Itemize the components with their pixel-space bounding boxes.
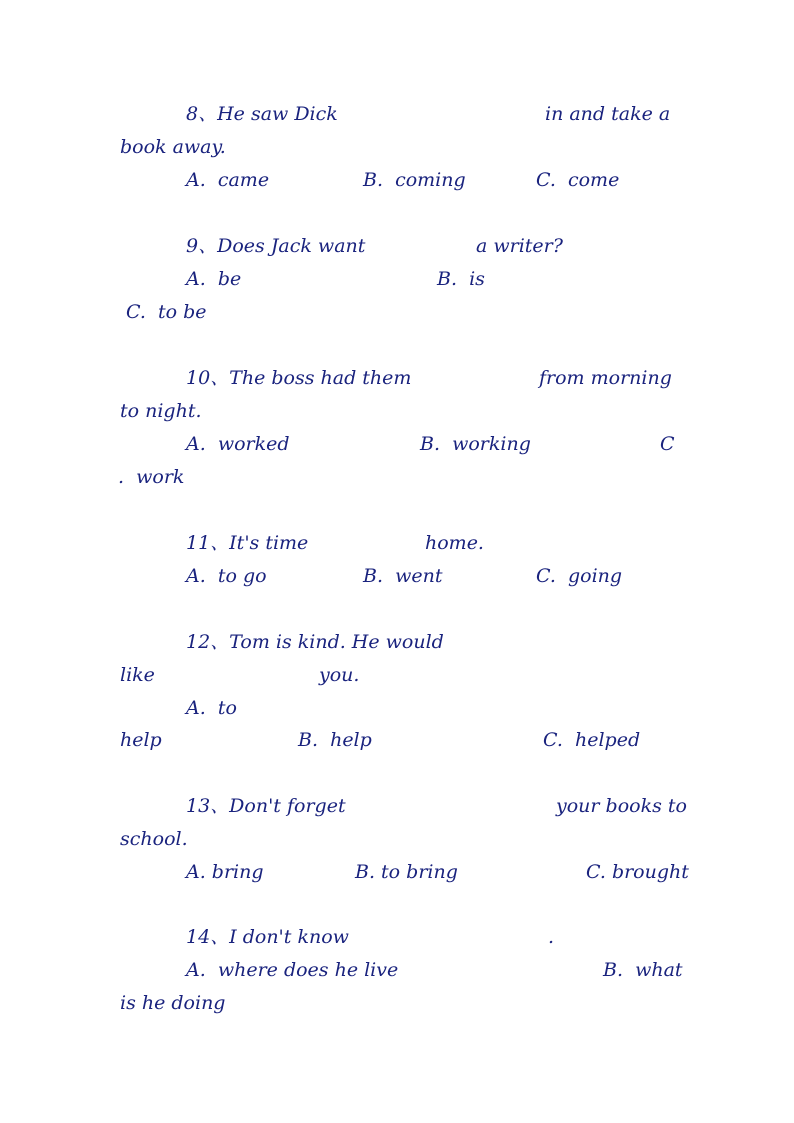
q12-stem-wrap-b: you. (319, 664, 360, 686)
q11-stem-end: home. (425, 532, 484, 554)
q12-stem: 12、Tom is kind. He would (186, 631, 444, 653)
q9-option-a[interactable]: A. be (186, 268, 242, 290)
q12-option-a-label[interactable]: A. to (186, 697, 237, 719)
q14-stem: 14、I don't know (186, 926, 349, 948)
q10-option-c-letter[interactable]: C (660, 433, 675, 455)
q9-stem-end: a writer? (476, 235, 563, 257)
q14-option-b-wrap[interactable]: is he doing (120, 992, 226, 1014)
q9-option-b[interactable]: B. is (437, 268, 485, 290)
q8-option-a[interactable]: A. came (186, 169, 270, 191)
q10-stem-wrap: to night. (120, 400, 202, 422)
q13-stem-end: your books to (556, 795, 687, 817)
q14-option-b-label[interactable]: B. what (603, 959, 683, 981)
q8-option-b[interactable]: B. coming (363, 169, 466, 191)
q14-stem-end: . (548, 926, 555, 948)
q11-option-a[interactable]: A. to go (186, 565, 267, 587)
q13-option-c[interactable]: C. brought (586, 861, 689, 883)
q13-stem-wrap: school. (120, 828, 188, 850)
q11-option-c[interactable]: C. going (536, 565, 623, 587)
q14-option-a[interactable]: A. where does he live (186, 959, 399, 981)
q10-stem-end: from morning (539, 367, 672, 389)
q12-option-a-wrap[interactable]: help (120, 729, 162, 751)
q8-stem: 8、He saw Dick (186, 103, 338, 125)
q12-option-b[interactable]: B. help (298, 729, 372, 751)
q10-option-a[interactable]: A. worked (186, 433, 290, 455)
q10-option-b[interactable]: B. working (420, 433, 531, 455)
q12-option-c[interactable]: C. helped (543, 729, 641, 751)
q9-option-c[interactable]: C. to be (126, 301, 207, 323)
q8-stem-end: in and take a (545, 103, 671, 125)
q13-stem: 13、Don't forget (186, 795, 346, 817)
q12-stem-wrap-a: like (120, 664, 155, 686)
q8-stem-wrap: book away. (120, 136, 226, 158)
q11-stem: 11、It's time (186, 532, 309, 554)
q10-stem: 10、The boss had them (186, 367, 412, 389)
q13-option-a[interactable]: A. bring (186, 861, 264, 883)
q10-option-c-text[interactable]: . work (118, 466, 185, 488)
q9-stem: 9、Does Jack want (186, 235, 366, 257)
q13-option-b[interactable]: B. to bring (355, 861, 458, 883)
q11-option-b[interactable]: B. went (363, 565, 443, 587)
q8-option-c[interactable]: C. come (536, 169, 620, 191)
